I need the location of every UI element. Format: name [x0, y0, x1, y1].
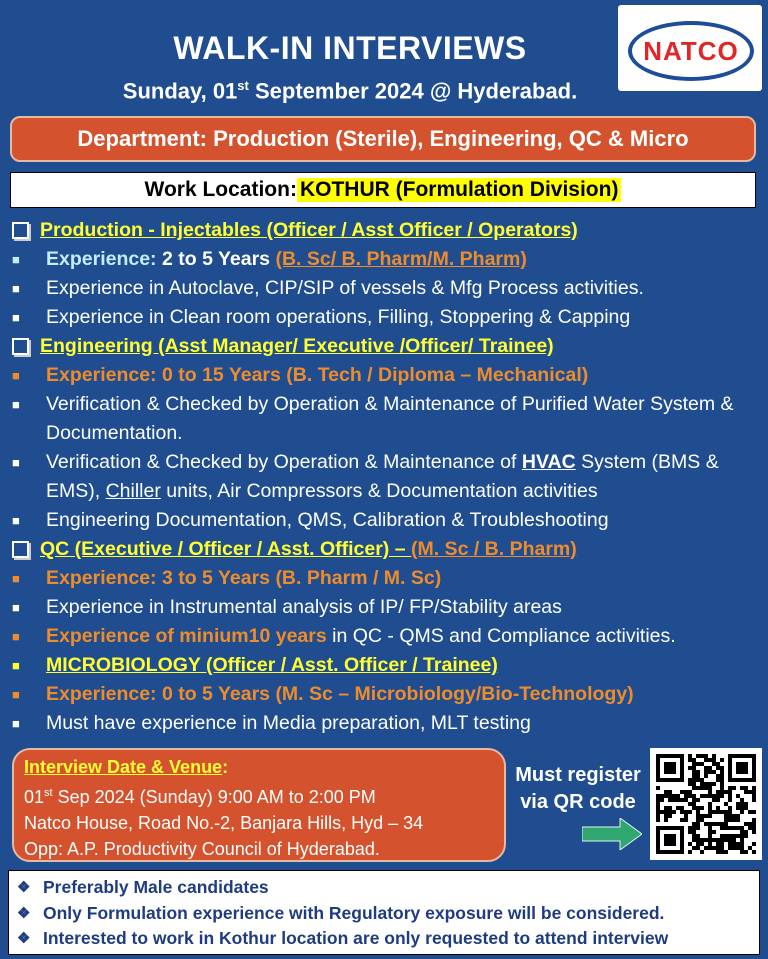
section-heading-micro — [12, 651, 762, 680]
text-span: in QC - QMS and Compliance activities. — [332, 625, 676, 647]
checkbox-bullet-icon — [12, 216, 40, 245]
square-bullet-icon — [12, 680, 46, 709]
list-item — [12, 303, 762, 332]
square-bullet-icon — [12, 564, 46, 593]
venue-heading — [24, 754, 494, 780]
engineering-item: Verification & Checked by Operation & Maintenance of Purified Water System & Documentation. — [46, 393, 734, 444]
register-note — [508, 762, 648, 816]
venue-box — [12, 748, 506, 862]
checkbox-bullet-icon — [12, 535, 40, 564]
qc-heading-qualifications: (M. Sc / B. Pharm) — [410, 538, 577, 560]
section-heading-qc — [12, 535, 762, 564]
square-bullet-icon — [12, 622, 46, 651]
production-heading: Production - Injectables (Officer / Asst Officer / Operators) — [40, 219, 578, 241]
list-item — [12, 361, 762, 390]
qc-min-experience: Experience of minium10 years — [46, 625, 333, 647]
subtitle-ordinal: st — [237, 78, 249, 93]
venue-heading-colon: : — [222, 757, 229, 777]
diamond-bullet-icon: ❖ — [17, 930, 31, 947]
engineering-item: Engineering Documentation, QMS, Calibration & Troubleshooting — [46, 509, 609, 531]
qr-code[interactable] — [650, 748, 762, 860]
list-item — [12, 564, 762, 593]
list-item — [12, 390, 762, 448]
qc-experience: Experience: 3 to 5 Years (B. Pharm / M. Sc) — [46, 567, 442, 589]
micro-experience: Experience: 0 to 5 Years (M. Sc – Microbiology/Bio-Technology) — [46, 683, 634, 705]
square-bullet-icon — [12, 448, 46, 477]
square-bullet-icon — [12, 245, 46, 274]
qc-item: Experience in Instrumental analysis of IP/ FP/Stability areas — [46, 596, 562, 618]
micro-heading: MICROBIOLOGY (Officer / Asst. Officer / Trainee) — [46, 654, 498, 676]
engineering-item — [46, 448, 762, 506]
list-item — [12, 593, 762, 622]
venue-landmark: Opp: A.P. Productivity Council of Hyderabad. — [24, 839, 380, 859]
production-experience — [46, 245, 762, 274]
micro-item: Must have experience in Media preparation, MLT testing — [46, 712, 531, 734]
work-location-banner — [10, 172, 756, 208]
note-text: Interested to work in Kothur location are only requested to attend interview — [43, 928, 669, 948]
qc-heading-title: QC (Executive / Officer / Asst. Officer) – — [40, 538, 411, 560]
natco-logo — [618, 5, 762, 91]
square-bullet-icon — [12, 274, 46, 303]
list-item — [12, 622, 762, 651]
qc-heading — [40, 535, 762, 564]
hvac-term: HVAC — [521, 451, 576, 473]
page-title: WALK-IN INTERVIEWS — [173, 30, 527, 66]
subtitle-location: September 2024 @ Hyderabad. — [248, 78, 578, 104]
text-span: System (BMS & EMS), — [46, 451, 719, 502]
page-subtitle — [0, 78, 700, 104]
list-item — [12, 680, 762, 709]
section-heading-production — [12, 216, 762, 245]
venue-heading-text: Interview Date & Venue — [24, 757, 223, 777]
experience-qualifications: (B. Sc/ B. Pharm/M. Pharm) — [275, 248, 527, 270]
section-heading-engineering — [12, 332, 762, 361]
list-item — [12, 709, 762, 738]
engineering-heading: Engineering (Asst Manager/ Executive /Officer/ Trainee) — [40, 335, 554, 357]
note-item — [17, 901, 751, 927]
engineering-experience: Experience: 0 to 15 Years (B. Tech / Diploma – Mechanical) — [46, 364, 589, 386]
department-banner: Department: Production (Sterile), Engineering, QC & Micro — [10, 116, 756, 162]
notes-box — [8, 870, 760, 955]
text-span: units, Air Compressors & Documentation activities — [160, 480, 598, 502]
arrow-right-icon — [582, 818, 642, 850]
venue-address: Natco House, Road No.-2, Banjara Hills, Hyd – 34 — [24, 813, 424, 833]
subtitle-date: Sunday, 01 — [122, 78, 238, 104]
square-bullet-icon — [12, 709, 46, 738]
venue-time: Sep 2024 (Sunday) 9:00 AM to 2:00 PM — [52, 787, 376, 807]
experience-label: Experience: — [46, 248, 157, 270]
square-bullet-icon — [12, 593, 46, 622]
text-span: Verification & Checked by Operation & Maintenance of — [46, 451, 522, 473]
register-line: via QR code — [520, 791, 636, 813]
diamond-bullet-icon: ❖ — [17, 904, 31, 922]
chiller-term: Chiller — [105, 480, 161, 502]
square-bullet-icon — [12, 303, 46, 332]
square-bullet-icon — [12, 390, 46, 419]
logo-ellipse — [628, 21, 754, 81]
square-bullet-icon — [12, 651, 46, 680]
work-location-label: Work Location: — [144, 178, 297, 201]
note-item — [17, 875, 751, 901]
production-item: Experience in Clean room operations, Filling, Stoppering & Capping — [46, 306, 631, 328]
venue-ordinal: st — [44, 787, 53, 799]
job-details — [12, 216, 762, 738]
venue-day: 01 — [24, 787, 45, 807]
list-item — [12, 448, 762, 506]
qc-item — [46, 622, 762, 651]
venue-date — [24, 780, 494, 810]
note-item — [17, 926, 751, 952]
work-location-value: KOTHUR (Formulation Division) — [297, 178, 622, 202]
note-text: Preferably Male candidates — [43, 877, 269, 897]
diamond-bullet-icon: ❖ — [17, 879, 31, 896]
register-line: Must register — [515, 764, 641, 786]
note-text: Only Formulation experience with Regulatory exposure will be considered. — [43, 902, 665, 923]
qr-code-icon — [650, 748, 762, 860]
production-item: Experience in Autoclave, CIP/SIP of vessels & Mfg Process activities. — [46, 277, 644, 299]
logo-text: NATCO — [643, 35, 739, 66]
square-bullet-icon — [12, 506, 46, 535]
experience-years: 2 to 5 Years — [156, 248, 276, 270]
list-item — [12, 245, 762, 274]
square-bullet-icon — [12, 361, 46, 390]
checkbox-bullet-icon — [12, 332, 40, 361]
list-item — [12, 274, 762, 303]
list-item — [12, 506, 762, 535]
